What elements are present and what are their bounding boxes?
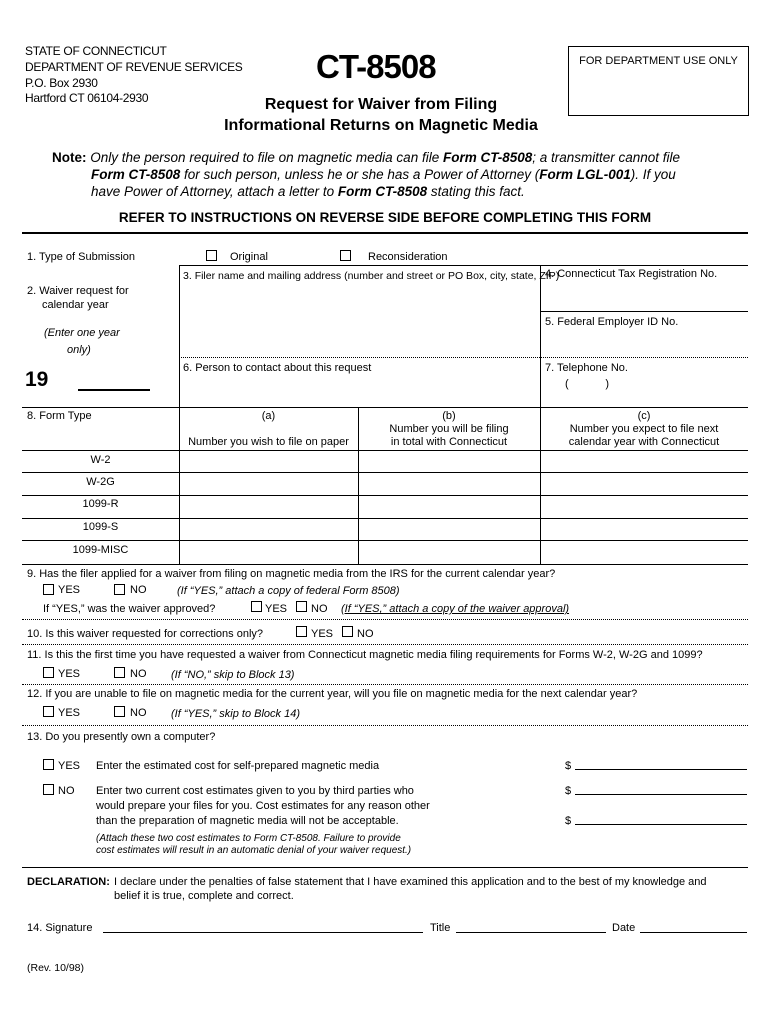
dollar-sign: $ [565, 785, 572, 797]
q11-no-label: NO [130, 668, 147, 680]
dollar-sign: $ [565, 815, 572, 827]
q9-approved-yes-checkbox[interactable] [251, 601, 262, 612]
q13-yes-label: YES [58, 760, 81, 772]
cost-estimate-2-input[interactable] [575, 824, 747, 825]
q10-no-label: NO [357, 628, 374, 640]
agency-line: P.O. Box 2930 [25, 76, 98, 90]
q13-no-text: than the preparation of magnetic media will not be acceptable. [96, 815, 399, 827]
q9-no-checkbox[interactable] [114, 584, 125, 595]
filer-label-num: 3. [183, 270, 192, 282]
q9-approved-label: If “YES,” was the waiver approved? [43, 603, 216, 615]
column-c-header: Number you expect to file next [569, 423, 719, 435]
q12-yes-label: YES [58, 707, 81, 719]
form-number: CT-8508 [316, 48, 436, 85]
form-type-row: 1099-MISC [72, 544, 129, 556]
q9-approved-yes-label: YES [265, 603, 288, 615]
q11-yes-label: YES [58, 668, 81, 680]
question-11: 11. Is this the first time you have requested a waiver from Connecticut magnetic media filing requirements for Forms W-2, W-2G and 1099? [27, 649, 703, 661]
q9-no-label: NO [130, 584, 147, 596]
note-form-ref: Form CT-8508 [337, 184, 428, 199]
note-text: stating this fact. [427, 184, 525, 199]
divider [22, 867, 748, 868]
note-text: for such person, unless he or she has a Power of Attorney ( [180, 167, 540, 182]
refer-instructions: REFER TO INSTRUCTIONS ON REVERSE SIDE BEFORE COMPLETING THIS FORM [118, 210, 652, 225]
original-checkbox[interactable] [206, 250, 217, 261]
column-b-header: in total with Connecticut [390, 436, 508, 448]
form-type-row: 1099-S [82, 521, 119, 533]
question-13: 13. Do you presently own a computer? [27, 731, 216, 743]
agency-line: DEPARTMENT OF REVENUE SERVICES [25, 60, 243, 74]
q9-yes-label: YES [58, 584, 81, 596]
q10-yes-label: YES [311, 628, 334, 640]
q12-yes-checkbox[interactable] [43, 706, 54, 717]
divider [22, 407, 748, 408]
form-title-line-1: Request for Waiver from Filing [264, 96, 498, 113]
q10-no-checkbox[interactable] [342, 626, 353, 637]
column-c-header: calendar year with Connecticut [568, 436, 720, 448]
q13-no-text: Enter two current cost estimates given to you by third parties who [96, 785, 414, 797]
reconsideration-checkbox[interactable] [340, 250, 351, 261]
note-form-ref: Form CT-8508 [442, 150, 533, 165]
date-label: Date [612, 922, 636, 934]
calendar-year-input[interactable] [78, 389, 150, 391]
agency-line: Hartford CT 06104-2930 [25, 91, 149, 105]
column-b-header: (b) [442, 410, 456, 422]
original-label: Original [230, 251, 268, 263]
note-text: Only the person required to file on magnetic media can file [90, 150, 443, 165]
agency-line: STATE OF CONNECTICUT [25, 44, 167, 58]
title-label: Title [430, 922, 451, 934]
divider [179, 357, 748, 358]
signature-label: 14. Signature [27, 922, 93, 934]
q10-yes-checkbox[interactable] [296, 626, 307, 637]
note-label: Note: [52, 150, 87, 165]
column-a-header: (a) [261, 410, 276, 422]
divider [22, 472, 748, 473]
divider [22, 644, 748, 645]
waiver-request-note: only) [67, 344, 91, 356]
declaration-label: DECLARATION: [27, 876, 110, 888]
filer-name-address-field[interactable] [183, 270, 559, 282]
self-prepared-cost-input[interactable] [575, 769, 747, 770]
note-form-ref: Form CT-8508 [91, 167, 181, 182]
form-type-row: W-2G [86, 476, 115, 488]
signature-input[interactable] [103, 932, 423, 933]
divider [22, 495, 748, 496]
form-type-row: 1099-R [82, 498, 119, 510]
waiver-request-note: (Enter one year [44, 327, 120, 339]
note-text: ). If you [630, 167, 676, 182]
waiver-request-label: 2. Waiver request for [27, 285, 129, 297]
question-12: 12. If you are unable to file on magnetic media for the current year, will you file on magnetic media for the next calendar year? [27, 688, 638, 700]
reconsideration-label: Reconsideration [368, 251, 448, 263]
divider [22, 232, 748, 234]
federal-employer-id-field[interactable]: 5. Federal Employer ID No. [545, 316, 679, 328]
form-title-line-2: Informational Returns on Magnetic Media [224, 117, 538, 134]
telephone-field-label: 7. Telephone No. [545, 362, 628, 374]
q12-no-label: NO [130, 707, 147, 719]
cost-estimate-1-input[interactable] [575, 794, 747, 795]
q13-no-label: NO [58, 785, 75, 797]
q13-no-checkbox[interactable] [43, 784, 54, 795]
form-type-row: W-2 [90, 454, 111, 466]
type-of-submission-label: 1. Type of Submission [27, 251, 136, 263]
note-text: ; a transmitter cannot file [532, 150, 681, 165]
ct-tax-registration-field[interactable]: 4. Connecticut Tax Registration No. [545, 268, 718, 280]
department-use-box [568, 46, 749, 116]
divider [22, 619, 748, 620]
dollar-sign: $ [565, 760, 572, 772]
revision-date: (Rev. 10/98) [27, 962, 84, 974]
q13-yes-text: Enter the estimated cost for self-prepared magnetic media [96, 760, 380, 772]
telephone-field[interactable]: ( ) [565, 378, 609, 390]
divider [179, 265, 748, 266]
q9-approved-no-checkbox[interactable] [296, 601, 307, 612]
q9-yes-note: (If “YES,” attach a copy of federal Form 8508) [177, 585, 400, 597]
date-input[interactable] [640, 932, 747, 933]
title-input[interactable] [456, 932, 606, 933]
q11-note: (If “NO,” skip to Block 13) [171, 669, 295, 681]
column-c-header: (c) [637, 410, 651, 422]
filer-label-text: Filer name and mailing address (number and street or PO Box, city, state, ZIP) [194, 270, 560, 282]
column-b-header: Number you will be filing [389, 423, 509, 435]
q9-approved-no-label: NO [311, 603, 328, 615]
contact-person-field[interactable]: 6. Person to contact about this request [183, 362, 372, 374]
column-a-header: Number you wish to file on paper [188, 436, 349, 448]
divider [179, 265, 180, 408]
question-9: 9. Has the filer applied for a waiver from filing on magnetic media from the IRS for the current calendar year? [27, 568, 556, 580]
form-type-label: 8. Form Type [27, 410, 92, 422]
divider [22, 518, 748, 519]
waiver-request-label: calendar year [42, 299, 109, 311]
attach-note: (Attach these two cost estimates to Form CT-8508. Failure to provide [96, 833, 401, 844]
divider [22, 450, 748, 451]
declaration-text: I declare under the penalties of false statement that I have examined this application and to the best of my knowledge and [114, 876, 707, 888]
attach-note: cost estimates will result in an automatic denial of your waiver request.) [96, 845, 412, 856]
year-prefix: 19 [25, 368, 49, 391]
department-use-label: FOR DEPARTMENT USE ONLY [579, 55, 738, 67]
divider [22, 725, 748, 726]
q9-yes-checkbox[interactable] [43, 584, 54, 595]
q13-yes-checkbox[interactable] [43, 759, 54, 770]
q12-note: (If “YES,” skip to Block 14) [171, 708, 300, 720]
q9-approved-note: (If “YES,” attach a copy of the waiver approval) [341, 603, 570, 615]
q12-no-checkbox[interactable] [114, 706, 125, 717]
divider [540, 265, 541, 408]
question-10: 10. Is this waiver requested for corrections only? [27, 628, 264, 640]
declaration-text: belief it is true, complete and correct. [114, 890, 294, 902]
divider [22, 540, 748, 541]
note-form-ref: Form LGL-001 [539, 167, 631, 182]
q11-no-checkbox[interactable] [114, 667, 125, 678]
q13-no-text: would prepare your files for you. Cost estimates for any reason other [96, 800, 430, 812]
divider [540, 311, 748, 312]
divider [22, 564, 748, 565]
divider [22, 684, 748, 685]
note-text: have Power of Attorney, attach a letter to [91, 184, 338, 199]
q11-yes-checkbox[interactable] [43, 667, 54, 678]
